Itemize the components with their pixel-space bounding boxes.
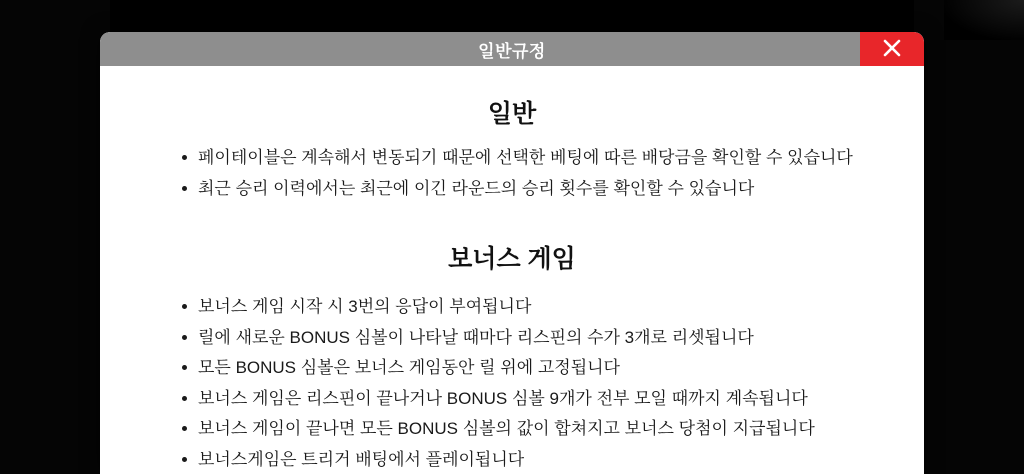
list-item: 보너스게임은 트리거 배팅에서 플레이됩니다 <box>182 446 884 474</box>
dialog-content[interactable] <box>100 66 924 474</box>
list-item: 보너스 게임이 끝나면 모든 BONUS 심볼의 값이 합쳐지고 보너스 당첨이 지급됩니다 <box>182 415 884 443</box>
background-left-edge <box>0 0 110 474</box>
list-item: 최근 승리 이력에서는 최근에 이긴 라운드의 승리 횟수를 확인할 수 있습니다 <box>182 175 884 203</box>
background-right-edge <box>914 0 1024 474</box>
close-button[interactable] <box>860 32 924 66</box>
bonus-game-rules-list <box>140 293 884 473</box>
list-item: 보너스 게임은 리스핀이 끝나거나 BONUS 심볼 9개가 전부 모일 때까지 계속됩니다 <box>182 385 884 413</box>
list-item: 보너스 게임 시작 시 3번의 응답이 부여됩니다 <box>182 293 884 321</box>
dialog-title: 일반규정 <box>478 41 546 61</box>
list-item: 페이테이블은 계속해서 변동되기 때문에 선택한 베팅에 따른 배당금을 확인할 수 있습니다 <box>182 144 884 172</box>
background-corner-glow <box>944 0 1024 40</box>
section-heading-bonus-game: 보너스 게임 <box>448 245 576 274</box>
general-rules-list <box>140 144 884 202</box>
list-item: 릴에 새로운 BONUS 심볼이 나타날 때마다 리스핀의 수가 3개로 리셋됩니다 <box>182 324 884 352</box>
list-item: 모든 BONUS 심볼은 보너스 게임동안 릴 위에 고정됩니다 <box>182 354 884 382</box>
close-icon <box>881 37 903 62</box>
dialog-titlebar <box>100 32 924 66</box>
general-rules-dialog <box>100 32 924 474</box>
section-heading-general: 일반 <box>487 100 537 128</box>
